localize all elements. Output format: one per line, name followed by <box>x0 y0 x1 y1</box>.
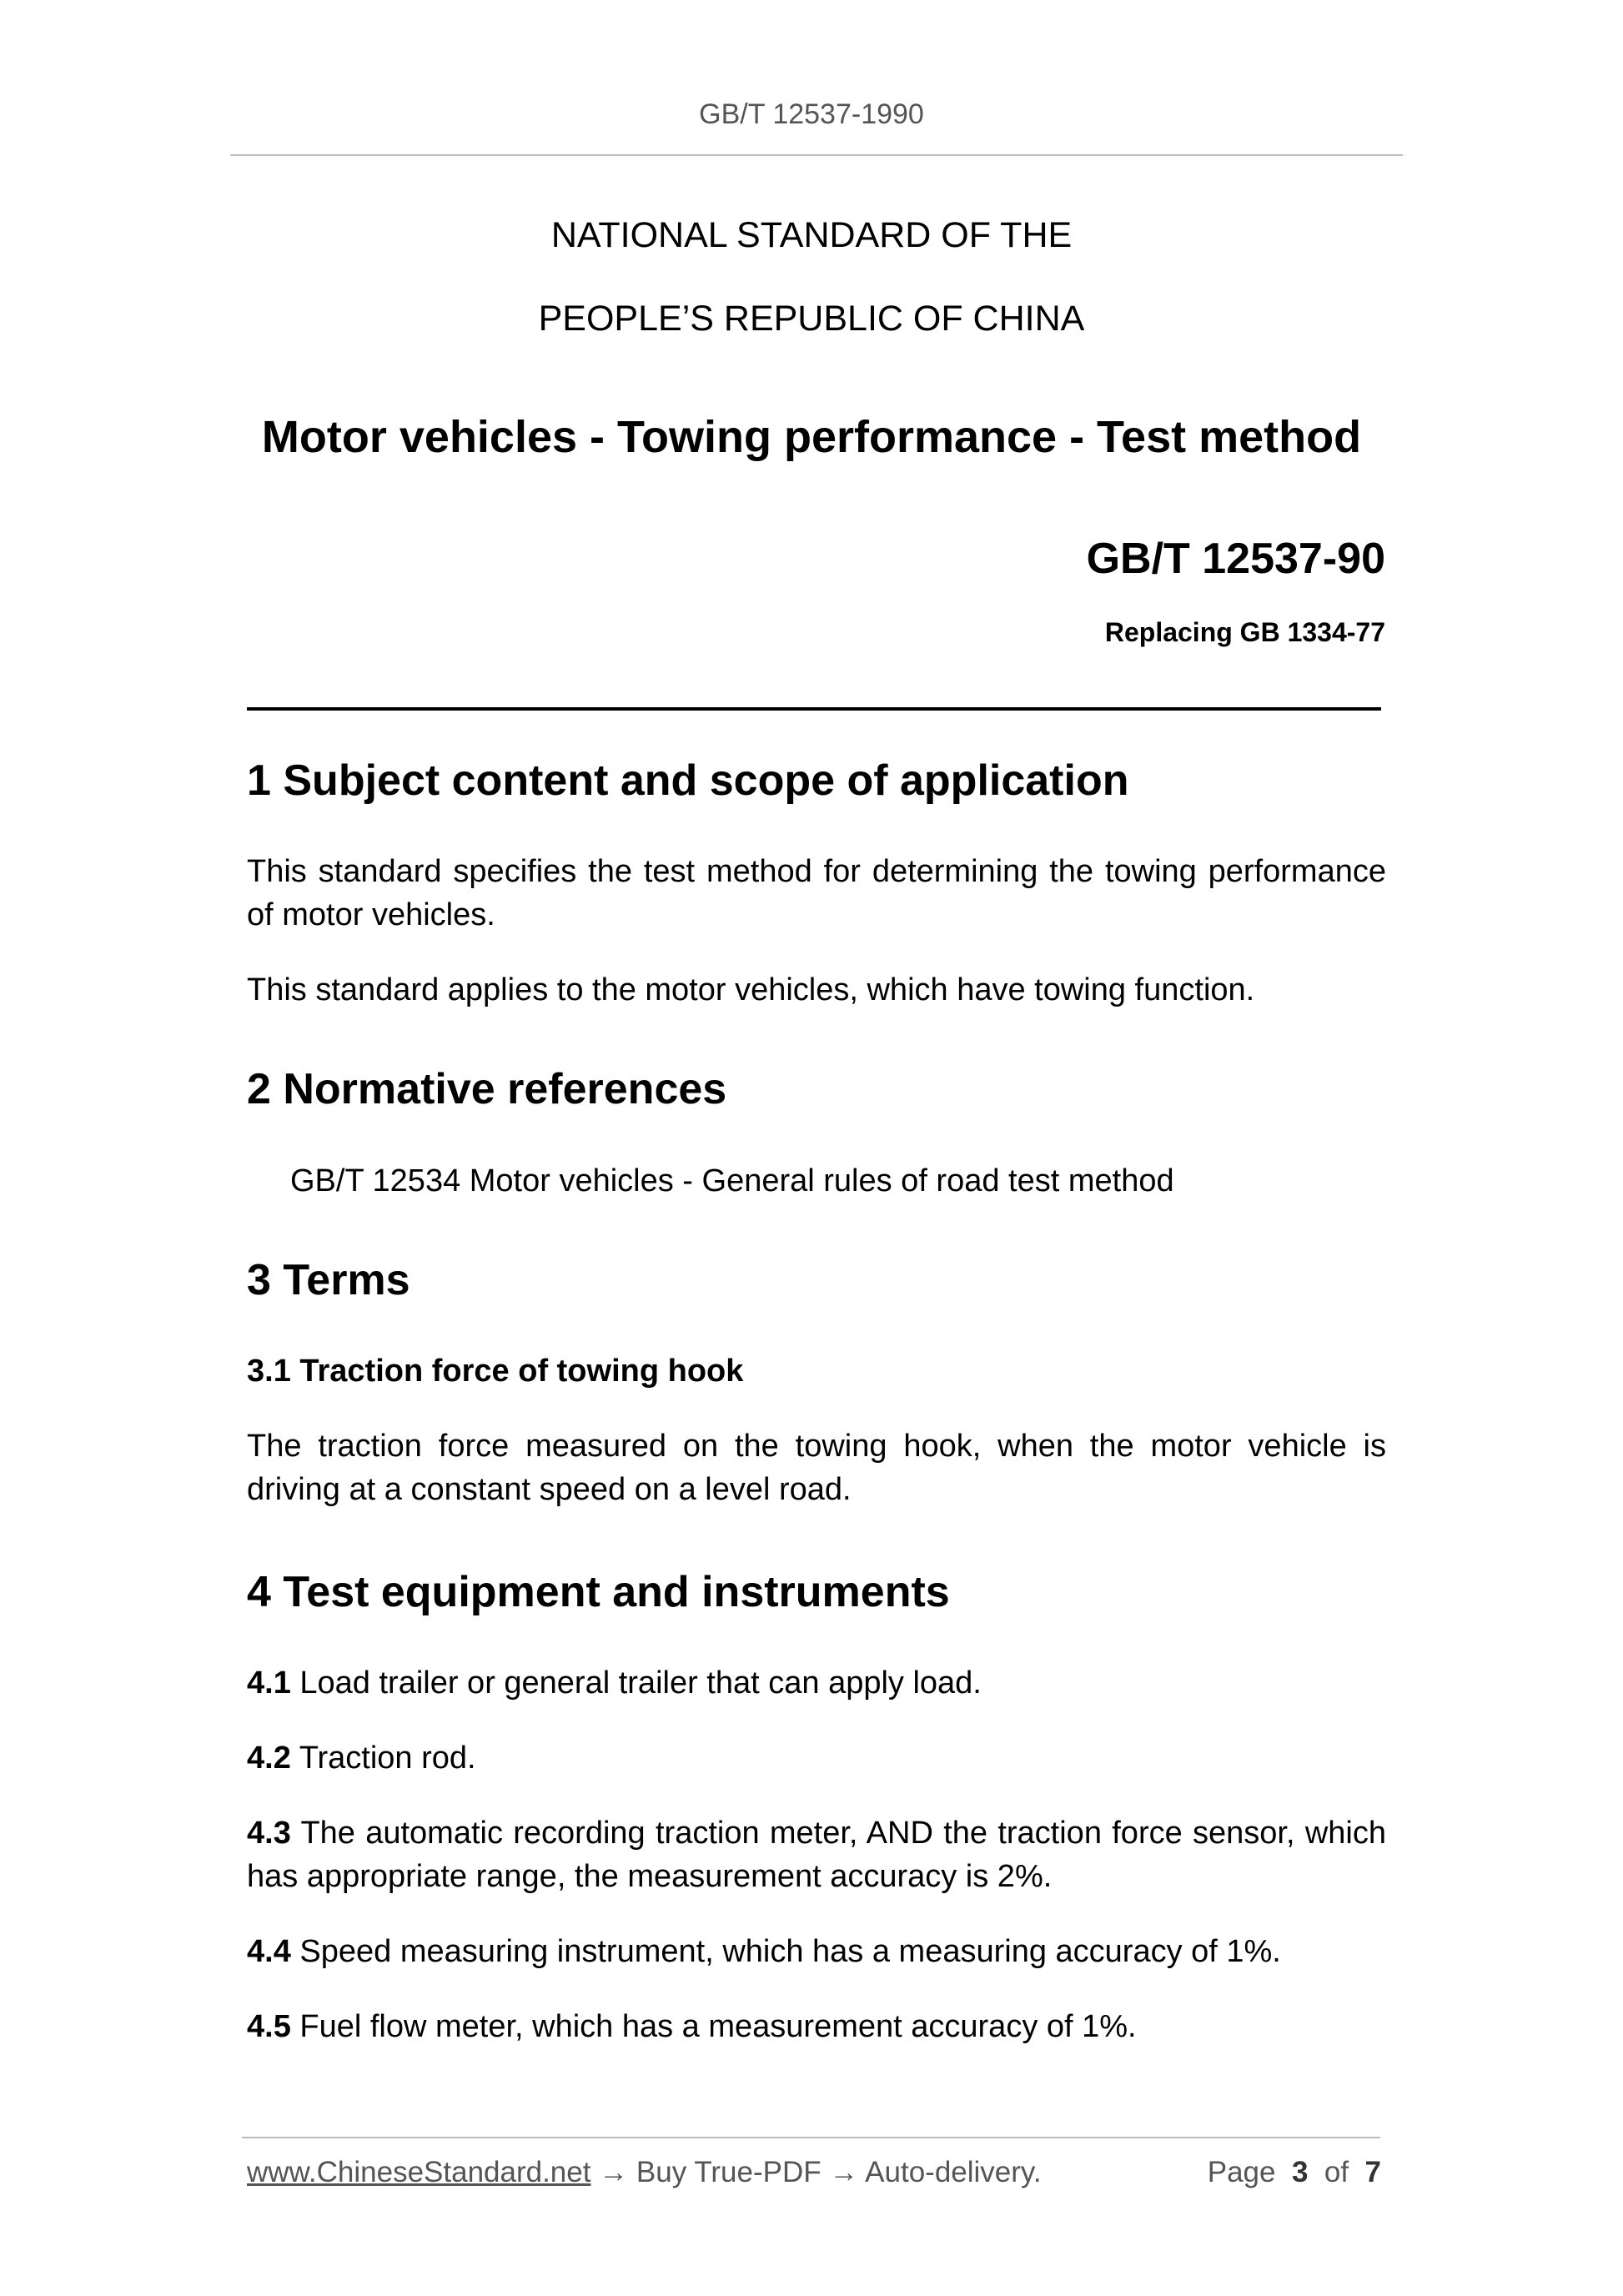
item-number: 4.2 <box>247 1740 291 1776</box>
item-text: The automatic recording traction meter, AND the traction force sensor, which has appropriate range, the measurement accuracy is 2%. <box>247 1815 1386 1894</box>
section-1-paragraph-1: This standard specifies the test method for determining the towing performance of motor vehicles. <box>247 854 1386 933</box>
item-number: 4.1 <box>247 1665 291 1701</box>
item-number: 4.4 <box>247 1933 291 1969</box>
section-4-heading: 4 Test equipment and instruments <box>247 1567 950 1616</box>
standard-number: GB/T 12537-90 <box>1086 535 1385 583</box>
national-standard-line-1: NATIONAL STANDARD OF THE <box>550 215 1073 255</box>
item-text: Load trailer or general trailer that can apply load. <box>290 1665 982 1701</box>
section-1-heading: 1 Subject content and scope of application <box>247 756 1129 805</box>
of-label: of <box>1324 2156 1349 2188</box>
section-1-paragraph-2: This standard applies to the motor vehicles, which have towing function. <box>247 972 1255 1008</box>
running-header: GB/T 12537-1990 <box>699 98 924 130</box>
website-link[interactable]: www.ChineseStandard.net <box>247 2156 591 2188</box>
subsection-3-1-text: The traction force measured on the towing hook, when the motor vehicle is driving at a constant speed on a level road. <box>247 1428 1386 1507</box>
footer-promo-text: → Buy True-PDF → Auto-delivery. <box>590 2156 1042 2188</box>
list-item-4-5 <box>247 2005 1386 2048</box>
page-label: Page <box>1207 2156 1276 2188</box>
reference-item: GB/T 12534 Motor vehicles - General rules of road test method <box>290 1163 1174 1198</box>
page-indicator <box>1208 2156 1381 2189</box>
replacing-note: Replacing GB 1334-77 <box>1104 617 1385 647</box>
header-divider <box>230 154 1403 156</box>
list-item-4-2 <box>247 1736 1386 1780</box>
item-text: Speed measuring instrument, which has a measuring accuracy of 1%. <box>290 1933 1281 1969</box>
subsection-3-1-heading: 3.1 Traction force of towing hook <box>247 1354 744 1389</box>
national-standard-line-2: PEOPLE’S REPUBLIC OF CHINA <box>538 299 1085 339</box>
item-text: Traction rod. <box>290 1740 476 1776</box>
item-number: 4.5 <box>247 2008 291 2044</box>
page-footer <box>247 2156 1381 2189</box>
current-page-number: 3 <box>1291 2156 1309 2188</box>
list-item-4-4 <box>247 1930 1386 1973</box>
list-item-4-3 <box>247 1811 1386 1898</box>
total-pages-number: 7 <box>1364 2156 1381 2188</box>
item-number: 4.3 <box>247 1815 291 1851</box>
document-title: Motor vehicles - Towing performance - Test method <box>261 412 1362 462</box>
footer-divider <box>242 2137 1380 2138</box>
body-content <box>247 755 1386 2048</box>
section-3-heading: 3 Terms <box>247 1255 410 1304</box>
section-2-heading: 2 Normative references <box>247 1065 727 1114</box>
item-text: Fuel flow meter, which has a measurement accuracy of 1%. <box>290 2008 1137 2044</box>
title-divider <box>247 707 1381 711</box>
list-item-4-1 <box>247 1661 1386 1705</box>
